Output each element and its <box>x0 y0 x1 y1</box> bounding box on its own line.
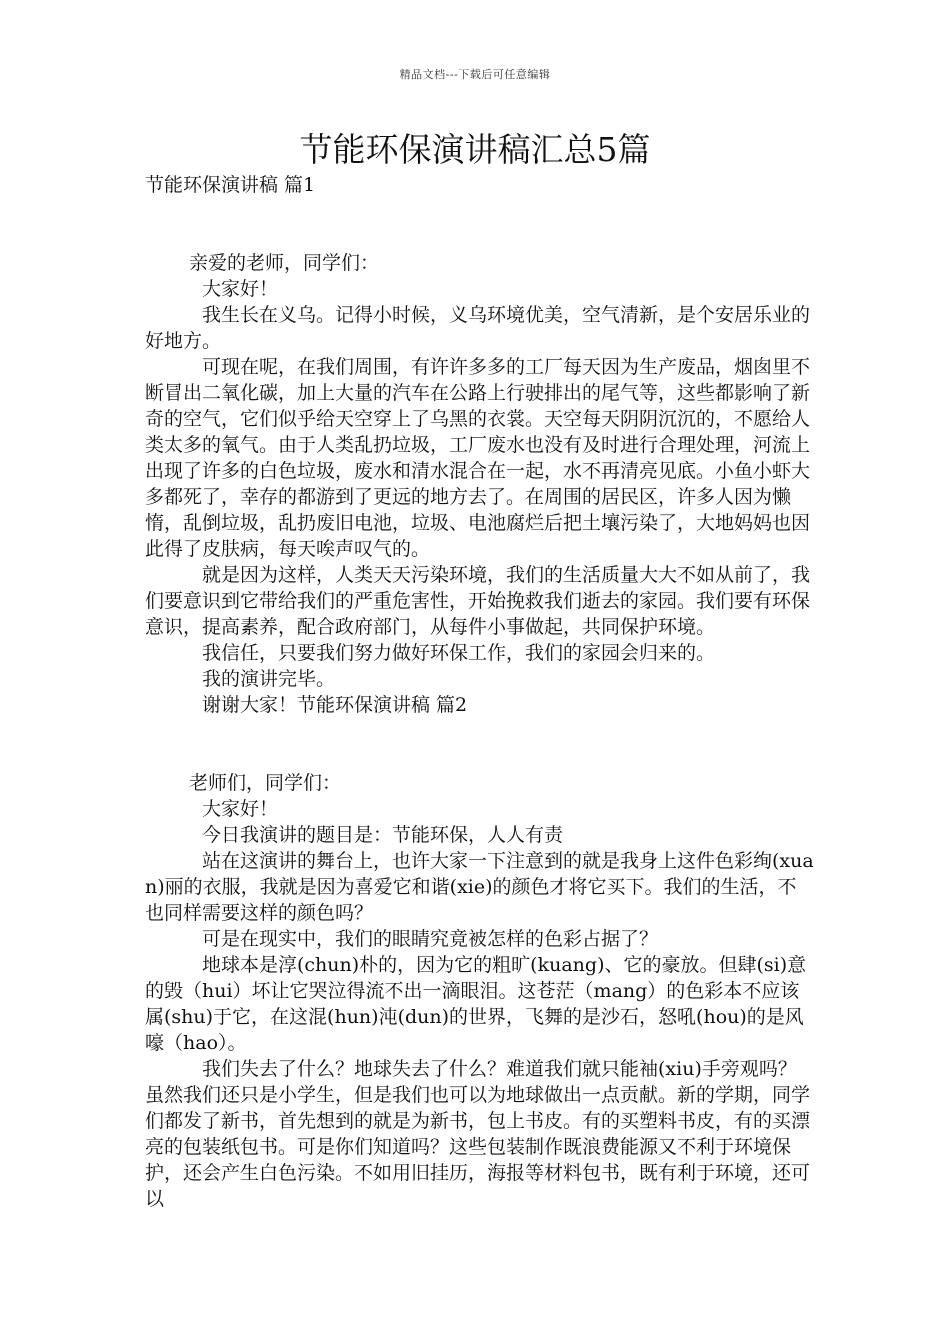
paragraph: 谢谢大家！节能环保演讲稿 篇2 <box>202 694 468 716</box>
paragraph: 站在这演讲的舞台上，也许大家一下注意到的就是我身上这件色彩绚(xuan)丽的衣服，我就是因为喜爱它和谐(xie)的颜色才将它买下。我们的生活，不也同样需要这样的颜色吗？ <box>145 850 814 924</box>
paragraph: 我生长在义乌。记得小时候，义乌环境优美，空气清新，是个安居乐业的好地方。 <box>145 304 811 352</box>
paragraph: 今日我演讲的题目是：节能环保，人人有责 <box>202 824 564 846</box>
document-title: 节能环保演讲稿汇总5篇 <box>299 130 651 169</box>
paragraph: 可现在呢，在我们周围，有许许多多的工厂每天因为生产废品，烟囱里不断冒出二氧化碳，加上大量的汽车在公路上行驶排出的尾气等，这些都影响了新奇的空气，它们似乎给天空穿上了乌黑的衣裳。天空每天阴阴沉沉的，不愿给人类太多的氧气。由于人类乱扔垃圾，工厂废水也没有及时进行合理处理，河流上出现了许多的白色垃圾，废水和清水混合在一起，水不再清亮见底。小鱼小虾大多都死了，幸存的都游到了更远的地方去了。在周围的居民区，许多人因为懒惰，乱倒垃圾，乱扔废旧电池，垃圾、电池腐烂后把土壤污染了，大地妈妈也因此得了皮肤病，每天唉声叹气的。 <box>145 356 811 560</box>
spacer <box>145 718 815 770</box>
salutation: 亲爱的老师，同学们： <box>189 252 380 274</box>
paragraph: 我的演讲完毕。 <box>202 668 336 690</box>
paragraph: 地球本是淳(chun)朴的，因为它的粗旷(kuang)、它的豪放。但肆(si)意的毁（hui）坏让它哭泣得流不出一滴眼泪。这苍茫（mang）的色彩本不应该属(shu)于它，在这混(hun)沌(dun)的世界，飞舞的是沙石，怒吼(hou)的是风嚎（hao）。 <box>145 954 807 1054</box>
paragraph: 我们失去了什么？地球失去了什么？难道我们就只能袖(xiu)手旁观吗？虽然我们还只是小学生，但是我们也可以为地球做出一点贡献。新的学期，同学们都发了新书，首先想到的就是为新书，包上书皮。有的买塑料书皮，有的买漂亮的包装纸包书。可是你们知道吗？这些包装制作既浪费能源又不利于环境保护，还会产生白色污染。不如用旧挂历，海报等材料包书，既有利于环境，还可以 <box>145 1058 811 1210</box>
page-header: 精品文档---下载后可任意编辑 <box>399 68 551 81</box>
paragraph: 可是在现实中，我们的眼睛究竟被怎样的色彩占据了？ <box>202 928 659 950</box>
paragraph: 就是因为这样，人类天天污染环境，我们的生活质量大大不如从前了，我们要意识到它带给我们的严重危害性，开始挽救我们逝去的家园。我们要有环保意识，提高素养，配合政府部门，从每件小事做起，共同保护环境。 <box>145 564 811 638</box>
document-body <box>145 172 815 1212</box>
salutation: 老师们，同学们： <box>189 772 342 794</box>
spacer <box>145 198 815 250</box>
paragraph: 我信任，只要我们努力做好环保工作，我们的家园会归来的。 <box>202 642 716 664</box>
section-heading: 节能环保演讲稿 篇1 <box>145 174 316 196</box>
greeting: 大家好！ <box>202 798 279 820</box>
greeting: 大家好！ <box>202 278 279 300</box>
